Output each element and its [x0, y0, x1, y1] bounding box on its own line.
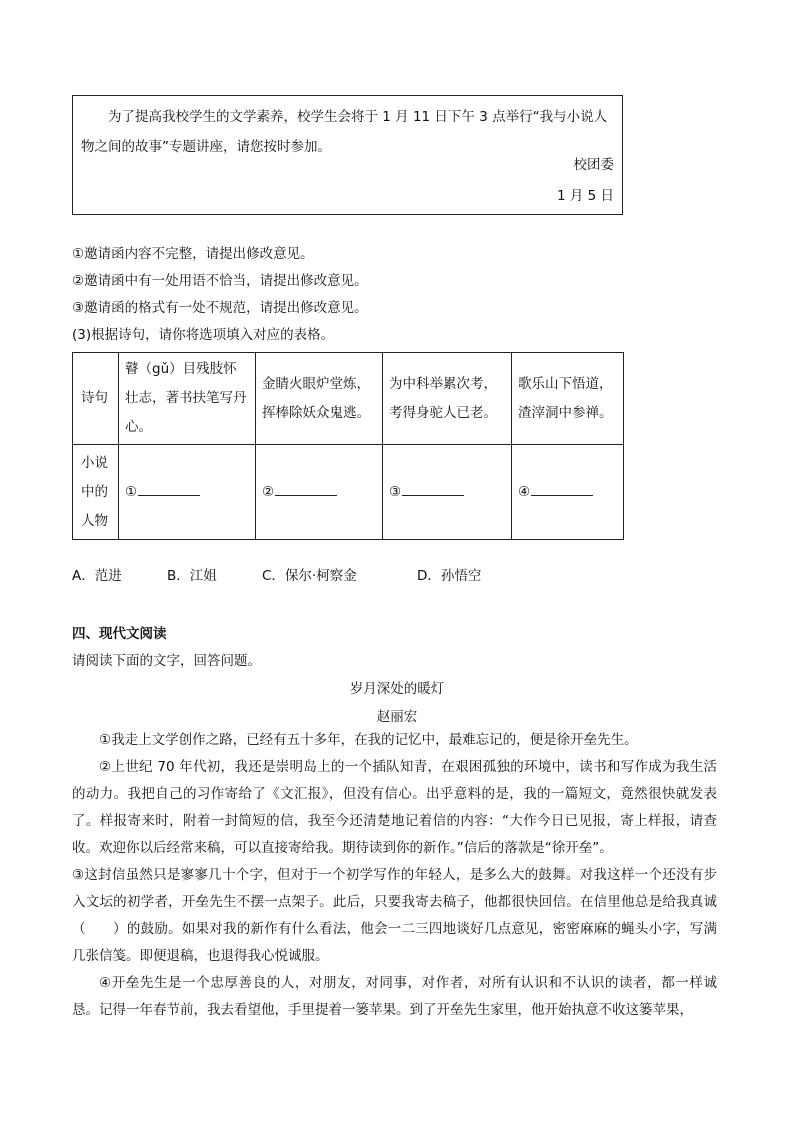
poem-cell-4: 歌乐山下悟道，渣滓洞中参禅。	[512, 353, 624, 445]
answer-blank-2[interactable]	[275, 481, 337, 496]
question-3: ③邀请函的格式有一处不规范，请提出修改意见。	[72, 300, 368, 316]
invitation-box	[72, 95, 623, 215]
option-a: A．范进	[72, 568, 122, 584]
option-d: D．孙悟空	[417, 568, 482, 584]
paragraph-4: ④开垒先生是一个忠厚善良的人，对朋友，对同事，对作者，对所有认识和不认识的读者，都一样诚恳。记得一年春节前，我去看望他，手里提着一篓苹果。到了开垒先生家里，他开始执意不收这篓苹果，	[72, 975, 717, 1018]
row-header-poem: 诗句	[73, 353, 119, 445]
answer-blank-3[interactable]	[402, 481, 464, 496]
question-2: ②邀请函中有一处用语不恰当，请提出修改意见。	[72, 273, 368, 289]
section-heading: 四、现代文阅读	[72, 626, 167, 642]
answer-label-2: ②	[262, 483, 275, 500]
option-b: B．江姐	[167, 568, 217, 584]
poem-cell-1: 瞽（gǔ）目残肢怀壮志，著书扶笔写丹心。	[119, 353, 256, 445]
answer-blank-1[interactable]	[138, 481, 200, 496]
answer-label-1: ①	[125, 483, 138, 500]
table-row	[73, 353, 624, 445]
table-row	[73, 445, 624, 540]
answer-cell-4[interactable]	[512, 445, 624, 540]
answer-cell-2[interactable]	[256, 445, 383, 540]
invitation-signature: 校团委	[573, 157, 614, 173]
answer-label-4: ④	[518, 483, 531, 500]
poem-cell-3: 为中科举累次考，考得身驼人已老。	[383, 353, 512, 445]
article-author: 赵丽宏	[376, 709, 418, 725]
answer-cell-3[interactable]	[383, 445, 512, 540]
poem-cell-2: 金睛火眼炉堂炼，挥棒除妖众鬼逃。	[256, 353, 383, 445]
option-c: C．保尔·柯察金	[262, 568, 357, 584]
answer-label-3: ③	[389, 483, 402, 500]
poem-table	[72, 352, 624, 540]
article-title: 岁月深处的暖灯	[349, 681, 445, 697]
article-body	[72, 727, 717, 1024]
paragraph-3: ③这封信虽然只是寥寥几十个字，但对于一个初学写作的年轻人，是多么大的鼓舞。对我这样一个还没有步入文坛的初学者，开垒先生不摆一点架子。此后，只要我寄去稿子，他都很快回信。在信里他总是给我真诚（ ）的鼓励。如果对我的新作有什么看法，他会一二三四地谈好几点意见，密密麻麻的蝇头小字，写满几张信笺。即便退稿，也退得我心悦诚服。	[72, 867, 717, 964]
invitation-date: 1 月 5 日	[556, 188, 614, 204]
section-instruction: 请阅读下面的文字，回答问题。	[72, 653, 261, 669]
paragraph-2: ②上世纪 70 年代初，我还是崇明岛上的一个插队知青，在艰困孤独的环境中，读书和写作成为我生活的动力。我把自己的习作寄给了《文汇报》，但没有信心。出乎意料的是，我的一篇短文，竟然很快就发表了。样报寄来时，附着一封简短的信，我至今还清楚地记着信的内容：“大作今日已见报，寄上样报，请查收。欢迎你以后经常来稿，可以直接寄给我。期待读到你的新作。”信后的落款是“徐开垒”。	[72, 759, 717, 856]
invitation-body: 为了提高我校学生的文学素养，校学生会将于 1 月 11 日下午 3 点举行“我与小说人物之间的故事”专题讲座，请您按时参加。	[81, 109, 608, 155]
answer-options	[72, 567, 481, 585]
paragraph-1: ①我走上文学创作之路，已经有五十多年，在我的记忆中，最难忘记的，便是徐开垒先生。	[99, 732, 638, 748]
question-1: ①邀请函内容不完整，请提出修改意见。	[72, 246, 314, 262]
answer-blank-4[interactable]	[531, 481, 593, 496]
row-header-character: 小说中的人物	[73, 445, 119, 540]
question-4: (3)根据诗句，请你将选项填入对应的表格。	[72, 327, 335, 343]
answer-cell-1[interactable]	[119, 445, 256, 540]
